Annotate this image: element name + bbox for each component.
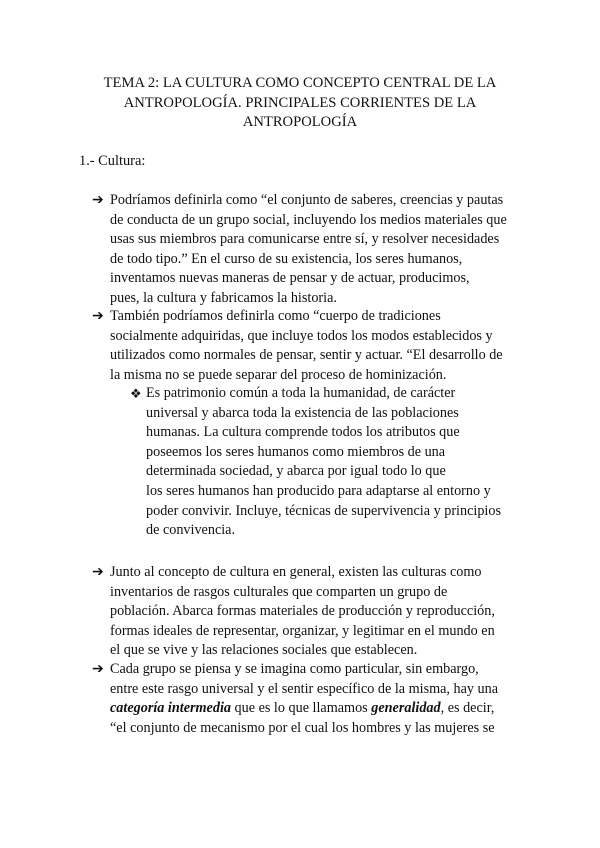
text-line: inventarios de rasgos culturales que comparten un grupo de bbox=[110, 583, 448, 600]
text-line bbox=[110, 699, 532, 719]
text-run: que es lo que llamamos bbox=[230, 700, 372, 717]
text-line: los seres humanos han producido para adaptarse al entorno y bbox=[146, 482, 491, 499]
title-line: TEMA 2: LA CULTURA COMO CONCEPTO CENTRAL DE LA bbox=[103, 75, 497, 91]
text-line: la misma no se puede separar del proceso de hominización. bbox=[110, 366, 447, 383]
text-line: entre este rasgo universal y el sentir específico de la misma, hay una bbox=[110, 680, 499, 697]
text-line: de convivencia. bbox=[146, 522, 236, 539]
bullet-item bbox=[92, 191, 532, 309]
text-line: poder convivir. Incluye, técnicas de supervivencia y principios bbox=[146, 502, 501, 519]
text-run: , es decir, bbox=[440, 700, 495, 717]
title-line: ANTROPOLOGÍA bbox=[242, 114, 358, 131]
text-line: poseemos los seres humanos como miembros de una bbox=[146, 443, 446, 460]
text-line: Es patrimonio común a toda la humanidad, de carácter bbox=[146, 385, 456, 401]
text-line: población. Abarca formas materiales de producción y reproducción, bbox=[110, 603, 495, 620]
sub-bullet-text bbox=[146, 384, 530, 541]
text-line: Cada grupo se piensa y se imagina como particular, sin embargo, bbox=[110, 661, 479, 677]
text-line: Junto al concepto de cultura en general, existen las culturas como bbox=[110, 564, 482, 580]
text-line: universal y abarca toda la existencia de las poblaciones bbox=[146, 404, 459, 421]
arrow-icon: ➔ bbox=[92, 192, 104, 208]
diamond-icon: ❖ bbox=[130, 386, 142, 401]
text-line: Podríamos definirla como “el conjunto de saberes, creencias y pautas bbox=[110, 192, 504, 208]
section-heading: 1.- Cultura: bbox=[79, 153, 146, 169]
bullet-item bbox=[92, 563, 532, 661]
bullet-item bbox=[92, 660, 532, 738]
bullet-text bbox=[110, 660, 532, 738]
text-line: de conducta de un grupo social, incluyendo los medios materiales que bbox=[110, 211, 507, 228]
text-line: inventamos nuevas maneras de pensar y de actuar, producimos, bbox=[110, 270, 470, 287]
arrow-icon: ➔ bbox=[92, 308, 104, 324]
bullet-text bbox=[110, 191, 532, 309]
text-line: usas sus miembros para comunicarse entre sí, y resolver necesidades bbox=[110, 231, 500, 248]
text-line: humanas. La cultura comprende todos los atributos que bbox=[146, 424, 460, 441]
text-line: socialmente adquiridas, que incluye todos los modos establecidos y bbox=[110, 327, 493, 344]
bullet-text bbox=[110, 563, 532, 661]
text-line: “el conjunto de mecanismo por el cual los hombres y las mujeres se bbox=[110, 719, 495, 736]
text-line: de todo tipo.” En el curso de su existencia, los seres humanos, bbox=[110, 250, 463, 267]
arrow-icon: ➔ bbox=[92, 564, 104, 580]
text-line: pues, la cultura y fabricamos la historia. bbox=[110, 289, 337, 306]
text-line: formas ideales de representar, organizar, y legitimar en el mundo en bbox=[110, 622, 495, 639]
emphasis-term: categoría intermedia bbox=[110, 700, 231, 717]
text-line: el que se vive y las relaciones sociales que establecen. bbox=[110, 642, 418, 659]
text-line: determinada sociedad, y abarca por igual todo lo que bbox=[146, 463, 446, 480]
bullet-item bbox=[92, 307, 532, 385]
page-title bbox=[80, 74, 520, 133]
text-line: También podríamos definirla como “cuerpo de tradiciones bbox=[110, 308, 441, 324]
arrow-icon: ➔ bbox=[92, 661, 104, 677]
text-line: utilizados como normales de pensar, sentir y actuar. “El desarrollo de bbox=[110, 347, 503, 364]
title-line: ANTROPOLOGÍA. PRINCIPALES CORRIENTES DE LA bbox=[123, 94, 477, 111]
sub-bullet-item bbox=[130, 384, 530, 541]
emphasis-term: generalidad bbox=[371, 700, 441, 717]
bullet-text bbox=[110, 307, 532, 385]
